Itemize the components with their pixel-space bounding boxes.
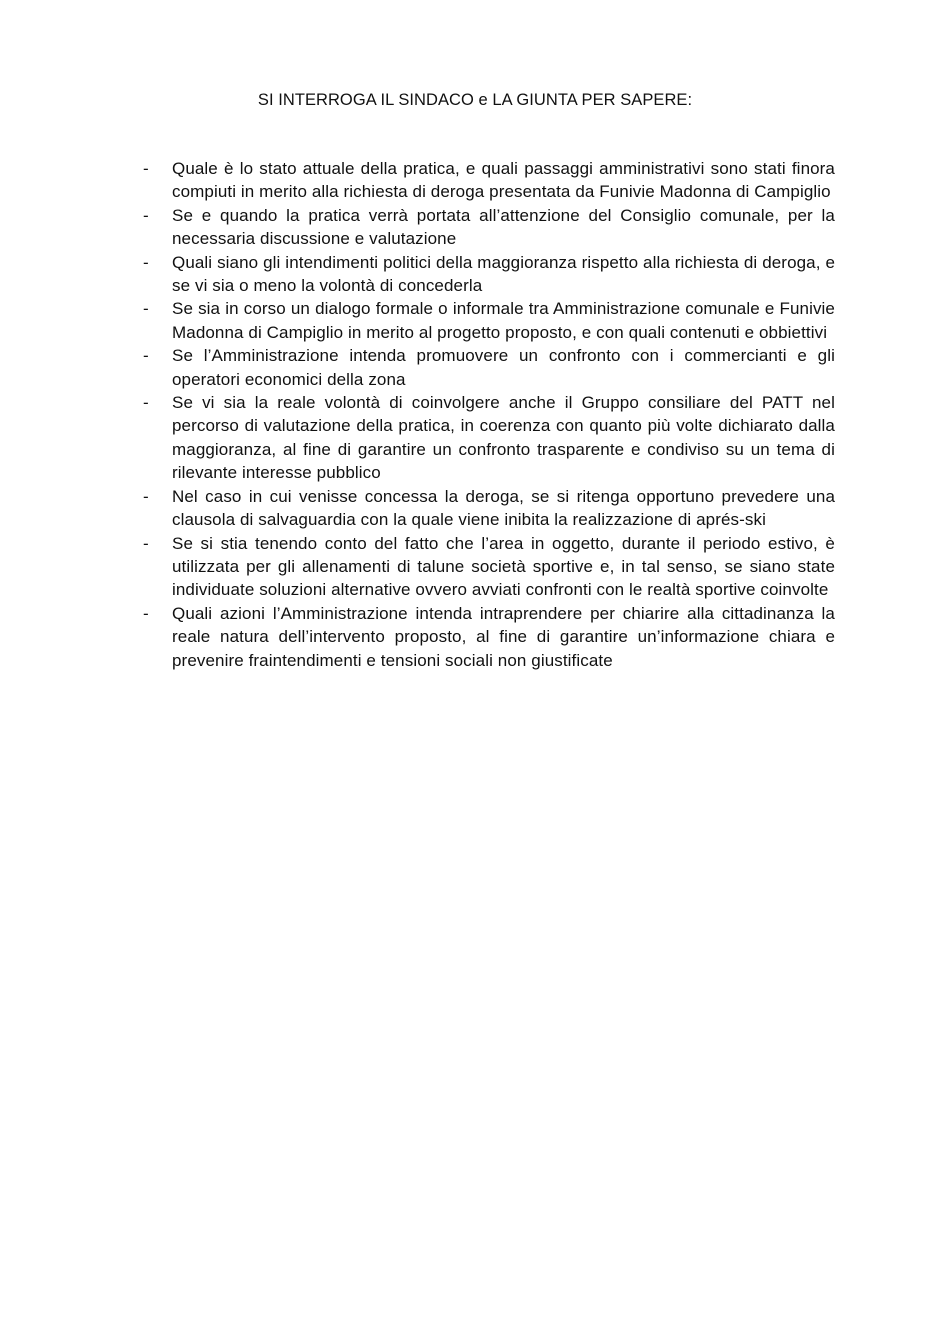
question-text: Quali siano gli intendimenti politici della maggioranza rispetto alla richiesta di deroga, e se vi sia o meno la volontà di concederla (172, 252, 835, 296)
question-item (0, 251, 950, 298)
question-item (0, 532, 950, 602)
bullet-dash: - (143, 252, 149, 272)
bullet-dash: - (143, 533, 149, 553)
bullet-dash: - (143, 486, 149, 506)
bullet-dash: - (143, 299, 149, 319)
question-item (0, 391, 950, 485)
bullet-dash: - (143, 205, 149, 225)
bullet-dash: - (143, 346, 149, 366)
question-item (0, 485, 950, 532)
question-text: Quale è lo stato attuale della pratica, e quali passaggi amministrativi sono stati finora compiuti in merito alla richiesta di deroga presentata da Funivie Madonna di Campiglio (172, 159, 835, 202)
question-text: Se sia in corso un dialogo formale o informale tra Amministrazione comunale e Funivie Madonna di Campiglio in merito al progetto proposto, e con quali contenuti e obbiettivi (172, 299, 835, 342)
question-list (0, 157, 950, 672)
question-item (0, 297, 950, 344)
question-text: Nel caso in cui venisse concessa la deroga, se si ritenga opportuno prevedere una clausola di salvaguardia con la quale viene inibita la realizzazione di aprés-ski (172, 486, 835, 530)
question-text: Se e quando la pratica verrà portata all’attenzione del Consiglio comunale, per la necessaria discussione e valutazione (172, 205, 835, 249)
document-heading: SI INTERROGA IL SINDACO e LA GIUNTA PER SAPERE: (257, 91, 693, 109)
question-text: Se l’Amministrazione intenda promuovere un confronto con i commercianti e gli operatori economici della zona (172, 346, 835, 389)
question-item (0, 157, 950, 204)
question-item (0, 204, 950, 251)
question-text: Quali azioni l’Amministrazione intenda intraprendere per chiarire alla cittadinanza la reale natura dell’intervento proposto, al fine di garantire un’informazione chiara e prevenire fraintendimenti e tensioni sociali non giustificate (172, 603, 835, 670)
bullet-dash: - (143, 393, 149, 413)
question-item (0, 602, 950, 672)
question-text: Se vi sia la reale volontà di coinvolgere anche il Gruppo consiliare del PATT nel percorso di valutazione della pratica, in coerenza con quanto più volte dichiarato dalla maggioranza, al fine di garantire un confronto trasparente e condiviso su un tema di rilevante interesse pubblico (172, 393, 835, 483)
question-text: Se si stia tenendo conto del fatto che l’area in oggetto, durante il periodo estivo, è utilizzata per gli allenamenti di talune società sportive e, in tal senso, se siano state individuate soluzioni alternative ovvero avviati confronti con le realtà sportive coinvolte (172, 533, 835, 600)
bullet-dash: - (143, 603, 149, 623)
question-item (0, 344, 950, 391)
bullet-dash: - (143, 159, 149, 178)
